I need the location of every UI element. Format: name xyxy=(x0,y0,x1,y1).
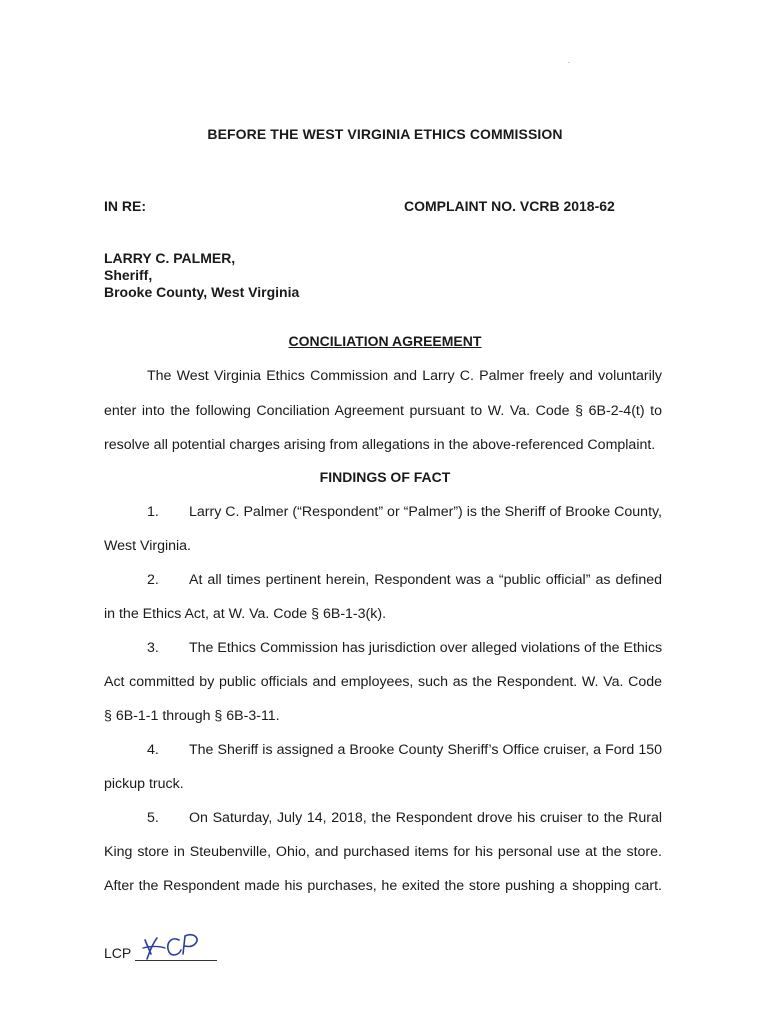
finding-2-number: 2. xyxy=(147,572,159,588)
conciliation-heading-text: CONCILIATION AGREEMENT xyxy=(288,333,482,349)
initials-block xyxy=(104,934,217,961)
findings-heading: FINDINGS OF FACT xyxy=(319,469,451,485)
finding-2-line-2: in the Ethics Act, at W. Va. Code § 6B-1-3(k). xyxy=(104,606,387,622)
finding-5-line-1: On Saturday, July 14, 2018, the Respondent drove his cruiser to the Rural xyxy=(189,810,662,826)
finding-2-line-1: At all times pertinent herein, Respondent was a “public official” as defined xyxy=(189,572,662,588)
handwritten-initials-icon xyxy=(137,928,217,962)
respondent-title: Sheriff, xyxy=(104,267,153,283)
intro-line-2: enter into the following Conciliation Agreement pursuant to W. Va. Code § 6B-2-4(t) to xyxy=(104,403,662,419)
finding-3-line-1: The Ethics Commission has jurisdiction over alleged violations of the Ethics xyxy=(189,640,663,656)
finding-3-line-2: Act committed by public officials and employees, such as the Respondent. W. Va. Code xyxy=(104,674,662,690)
intro-line-1: The West Virginia Ethics Commission and Larry C. Palmer freely and voluntarily xyxy=(147,368,662,384)
finding-1-number: 1. xyxy=(147,504,159,520)
complaint-number: COMPLAINT NO. VCRB 2018-62 xyxy=(404,198,615,214)
finding-5-number: 5. xyxy=(147,810,159,826)
intro-line-3: resolve all potential charges arising from allegations in the above-referenced Complaint. xyxy=(104,437,656,453)
finding-4-number: 4. xyxy=(147,742,159,758)
conciliation-heading xyxy=(0,333,770,349)
respondent-location: Brooke County, West Virginia xyxy=(104,284,300,300)
finding-4-line-2: pickup truck. xyxy=(104,776,184,792)
scan-speck xyxy=(568,62,570,63)
finding-1-line-1: Larry C. Palmer (“Respondent” or “Palmer”) is the Sheriff of Brooke County, xyxy=(189,504,662,520)
finding-4-line-1: The Sheriff is assigned a Brooke County Sheriff’s Office cruiser, a Ford 150 xyxy=(189,742,662,758)
finding-3-number: 3. xyxy=(147,640,159,656)
finding-3-line-3: § 6B-1-1 through § 6B-3-11. xyxy=(104,708,280,724)
finding-5-line-3: After the Respondent made his purchases, he exited the store pushing a shopping cart. xyxy=(104,878,662,894)
in-re-label: IN RE: xyxy=(104,198,146,214)
document-title: BEFORE THE WEST VIRGINIA ETHICS COMMISSION xyxy=(207,126,563,142)
finding-1-line-2: West Virginia. xyxy=(104,538,192,554)
initials-label: LCP xyxy=(104,945,132,961)
respondent-name: LARRY C. PALMER, xyxy=(104,250,236,266)
finding-5-line-2: King store in Steubenville, Ohio, and purchased items for his personal use at the store. xyxy=(104,844,662,860)
handwritten-initials-line xyxy=(135,934,217,961)
